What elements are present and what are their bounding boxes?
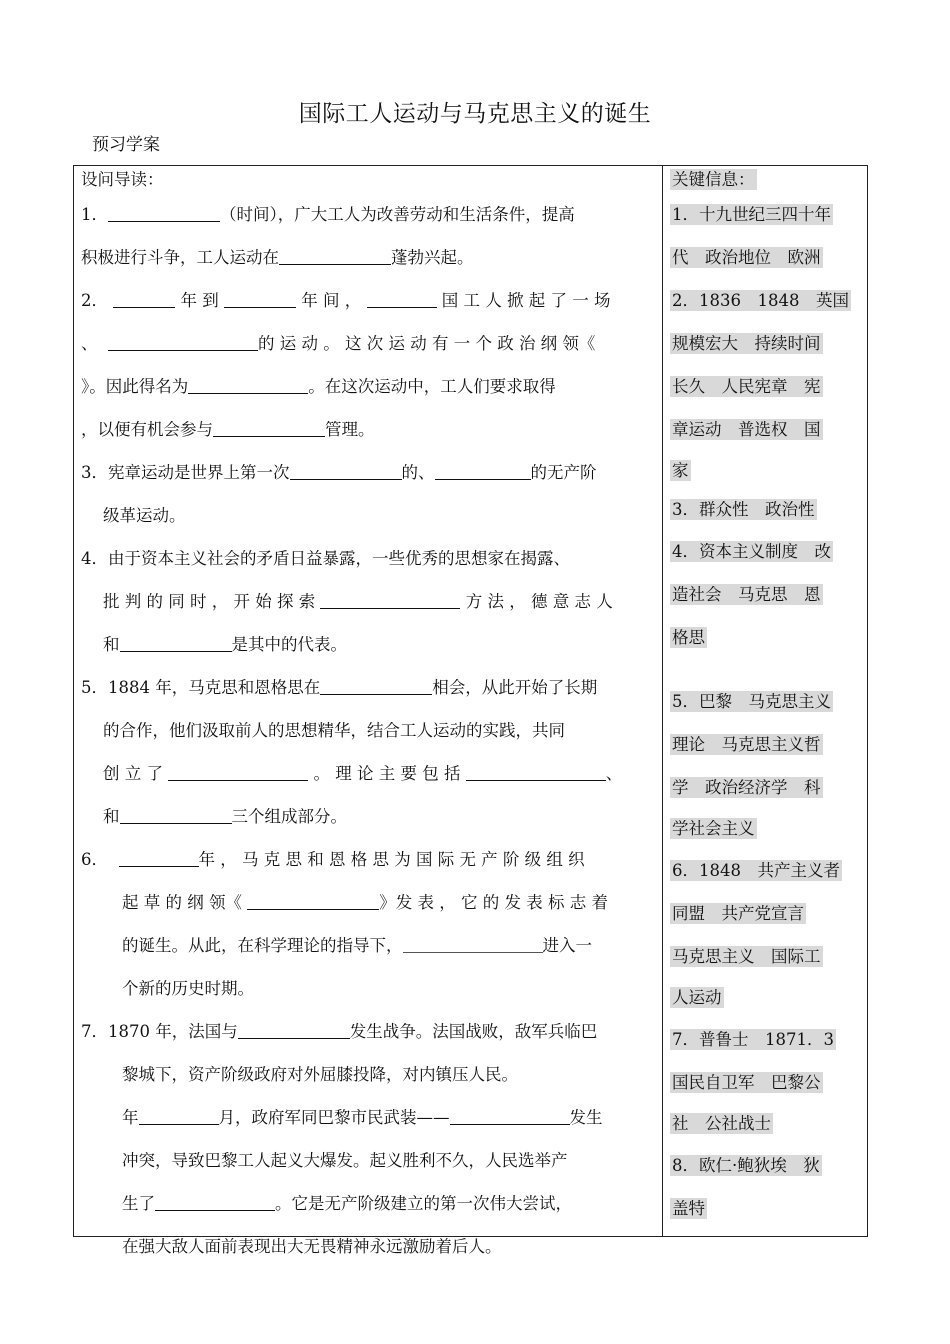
question-1-line-2 <box>81 236 656 279</box>
question-5-line-4 <box>81 795 656 838</box>
key-info-spacer <box>670 659 862 680</box>
key-info-4-line-1: 4．资本主义制度 改 <box>672 542 831 561</box>
key-info-8-line-2: 盖特 <box>672 1199 705 1218</box>
question-text: 进入一 <box>542 936 592 955</box>
question-text: 和 <box>103 807 120 826</box>
question-1-number: 1． <box>81 205 108 224</box>
question-text: 是其中的代表。 <box>231 635 347 654</box>
question-text: 的诞生。从此，在科学理论的指导下， <box>122 936 403 955</box>
question-text: 发生 <box>569 1108 603 1127</box>
key-info-4-line-2: 造社会 马克思 恩 <box>672 585 821 604</box>
answer-blank[interactable] <box>188 376 308 394</box>
answer-blank[interactable] <box>120 634 232 652</box>
column-divider <box>662 166 663 1236</box>
key-info-2-line-5: 家 <box>672 461 689 480</box>
question-2-line-3 <box>81 365 656 408</box>
question-4-line-2 <box>81 580 656 623</box>
question-text: 和 <box>103 635 120 654</box>
question-6-line-3 <box>81 924 656 967</box>
worksheet-table <box>73 165 868 1256</box>
question-text: 》发 表 ， 它 的 发 表 标 志 着 <box>379 893 608 912</box>
question-text: 个新的历史时期。 <box>122 979 254 998</box>
question-1-line-1 <box>81 193 656 236</box>
question-text: 的无产阶 <box>530 463 597 482</box>
question-text: ，以便有机会参与 <box>81 420 213 439</box>
question-text: 4．由于资本主义社会的矛盾日益暴露，一些优秀的思想家在揭露、 <box>81 549 570 568</box>
question-text: 。在这次运动中，工人们要求取得 <box>308 377 556 396</box>
key-info-8-line-1: 8．欧仁·鲍狄埃 狄 <box>672 1156 820 1175</box>
answer-blank[interactable] <box>466 763 606 781</box>
question-text: 黎城下，资产阶级政府对外屈膝投降，对内镇压人民。 <box>122 1065 518 1084</box>
key-info-5-line-4: 学社会主义 <box>672 819 755 838</box>
question-2-number: 2． <box>81 291 108 310</box>
key-info-6-line-4: 人运动 <box>672 988 722 1007</box>
page-title: 国际工人运动与马克思主义的诞生 <box>298 101 652 127</box>
question-text: 发生战争。法国战败，敌军兵临巴 <box>349 1022 598 1041</box>
answer-blank[interactable] <box>435 462 531 480</box>
question-2-line-4 <box>81 408 656 451</box>
question-text: 蓬勃兴起。 <box>391 248 474 267</box>
question-7-line-5 <box>81 1182 656 1225</box>
question-text: 月，政府军同巴黎市民武装—— <box>218 1108 450 1127</box>
question-text: 》。因此得名为 <box>81 377 189 396</box>
question-text: 起 草 的 纲 领《 <box>122 893 242 912</box>
question-text: （时间），广大工人为改善劳动和生活条件，提高 <box>220 205 575 224</box>
key-info-6-line-1: 6．1848 共产主义者 <box>672 861 840 880</box>
question-text: 。 理 论 主 要 包 括 <box>313 764 461 783</box>
question-text: 年 间 ， <box>301 291 362 310</box>
question-text: 管理。 <box>325 420 375 439</box>
answer-blank[interactable] <box>113 290 175 308</box>
answer-blank[interactable] <box>279 247 391 265</box>
key-info-2-line-3: 长久 人民宪章 宪 <box>672 377 821 396</box>
question-7-line-3 <box>81 1096 656 1139</box>
question-text: 方 法 ， 德 意 志 人 <box>465 592 613 611</box>
key-info-column <box>670 167 862 1230</box>
answer-blank[interactable] <box>247 892 379 910</box>
answer-blank[interactable] <box>403 935 543 953</box>
question-text: 。它是无产阶级建立的第一次伟大尝试， <box>275 1194 572 1213</box>
question-5-line-3 <box>81 752 656 795</box>
question-text: 创 立 了 <box>103 764 163 783</box>
question-7-line-2 <box>81 1053 656 1096</box>
key-info-5-line-3: 学 政治经济学 科 <box>672 778 821 797</box>
page-subtitle: 预习学案 <box>92 135 160 155</box>
question-6-line-1 <box>81 838 656 881</box>
answer-blank[interactable] <box>320 677 432 695</box>
answer-blank[interactable] <box>168 763 308 781</box>
question-text: 、 <box>605 764 623 783</box>
answer-blank[interactable] <box>367 290 437 308</box>
key-info-6-line-2: 同盟 共产党宣言 <box>672 904 804 923</box>
answer-blank[interactable] <box>155 1193 275 1211</box>
question-text: 3．宪章运动是世界上第一次 <box>81 463 290 482</box>
question-text: 级革运动。 <box>103 506 186 525</box>
key-info-5-line-1: 5．巴黎 马克思主义 <box>672 692 831 711</box>
answer-blank[interactable] <box>119 849 199 867</box>
answer-blank[interactable] <box>320 591 460 609</box>
question-text: 国 工 人 掀 起 了 一 场 <box>441 291 611 310</box>
answer-blank[interactable] <box>213 419 325 437</box>
question-text: 5．1884 年，马克思和恩格思在 <box>81 678 321 697</box>
question-3-line-1 <box>81 451 656 494</box>
answer-blank[interactable] <box>224 290 296 308</box>
key-info-2-line-1: 2．1836 1848 英国 <box>672 291 849 310</box>
question-4-line-1 <box>81 537 656 580</box>
question-text: 7．1870 年，法国与 <box>81 1022 238 1041</box>
question-7-line-4 <box>81 1139 656 1182</box>
question-5-line-1 <box>81 666 656 709</box>
answer-blank[interactable] <box>120 806 232 824</box>
question-text: 年 ， 马 克 思 和 恩 格 思 为 国 际 无 产 阶 级 组 织 <box>198 850 585 869</box>
question-text: 在强大敌人面前表现出大无畏精神永远激励着后人。 <box>122 1237 502 1256</box>
questions-header: 设问导读： <box>81 170 164 189</box>
question-text: 积极进行斗争，工人运动在 <box>81 248 279 267</box>
key-info-7-line-1: 7．普鲁士 1871．3 <box>672 1030 834 1049</box>
question-text: 年 到 <box>180 291 219 310</box>
question-6-line-2 <box>81 881 656 924</box>
answer-blank[interactable] <box>108 333 258 351</box>
answer-blank[interactable] <box>139 1107 219 1125</box>
question-6-number: 6． <box>81 850 108 869</box>
key-info-3-line-1: 3．群众性 政治性 <box>672 500 815 519</box>
key-info-2-line-2: 规模宏大 持续时间 <box>672 334 821 353</box>
question-text: 的、 <box>401 463 435 482</box>
question-text: 的 运 动 。 这 次 运 动 有 一 个 政 治 纲 领《 <box>258 334 596 353</box>
question-7-line-1 <box>81 1010 656 1053</box>
key-info-4-line-3: 格思 <box>672 628 705 647</box>
answer-blank[interactable] <box>238 1021 350 1039</box>
question-2-line-2 <box>81 322 656 365</box>
question-text: 年 <box>122 1108 139 1127</box>
answer-blank[interactable] <box>290 462 402 480</box>
question-text: 三个组成部分。 <box>231 807 347 826</box>
questions-column <box>81 167 656 1268</box>
question-3-line-2 <box>81 494 656 537</box>
question-text: 、 <box>81 334 98 353</box>
question-text: 冲突，导致巴黎工人起义大爆发。起义胜利不久，人民选举产 <box>122 1151 568 1170</box>
question-5-line-2 <box>81 709 656 752</box>
question-text: 相会，从此开始了长期 <box>432 678 598 697</box>
question-text: 的合作，他们汲取前人的思想精华，结合工人运动的实践，共同 <box>103 721 565 740</box>
question-4-line-3 <box>81 623 656 666</box>
key-info-2-line-4: 章运动 普选权 国 <box>672 420 821 439</box>
answer-blank[interactable] <box>108 204 220 222</box>
key-info-7-line-3: 社 公社战士 <box>672 1114 771 1133</box>
question-6-line-4 <box>81 967 656 1010</box>
key-info-5-line-2: 理论 马克思主义哲 <box>672 735 821 754</box>
answer-blank[interactable] <box>450 1107 570 1125</box>
key-info-6-line-3: 马克思主义 国际工 <box>672 947 821 966</box>
question-text: 生了 <box>122 1194 155 1213</box>
question-7-line-6 <box>81 1225 656 1268</box>
question-2-line-1 <box>81 279 656 322</box>
key-info-1-line-1: 1．十九世纪三四十年 <box>672 205 831 224</box>
question-text: 批 判 的 同 时 ， 开 始 探 索 <box>103 592 316 611</box>
key-info-7-line-2: 国民自卫军 巴黎公 <box>672 1073 821 1092</box>
key-info-1-line-2: 代 政治地位 欧洲 <box>672 248 821 267</box>
key-info-header: 关键信息： <box>672 170 755 189</box>
